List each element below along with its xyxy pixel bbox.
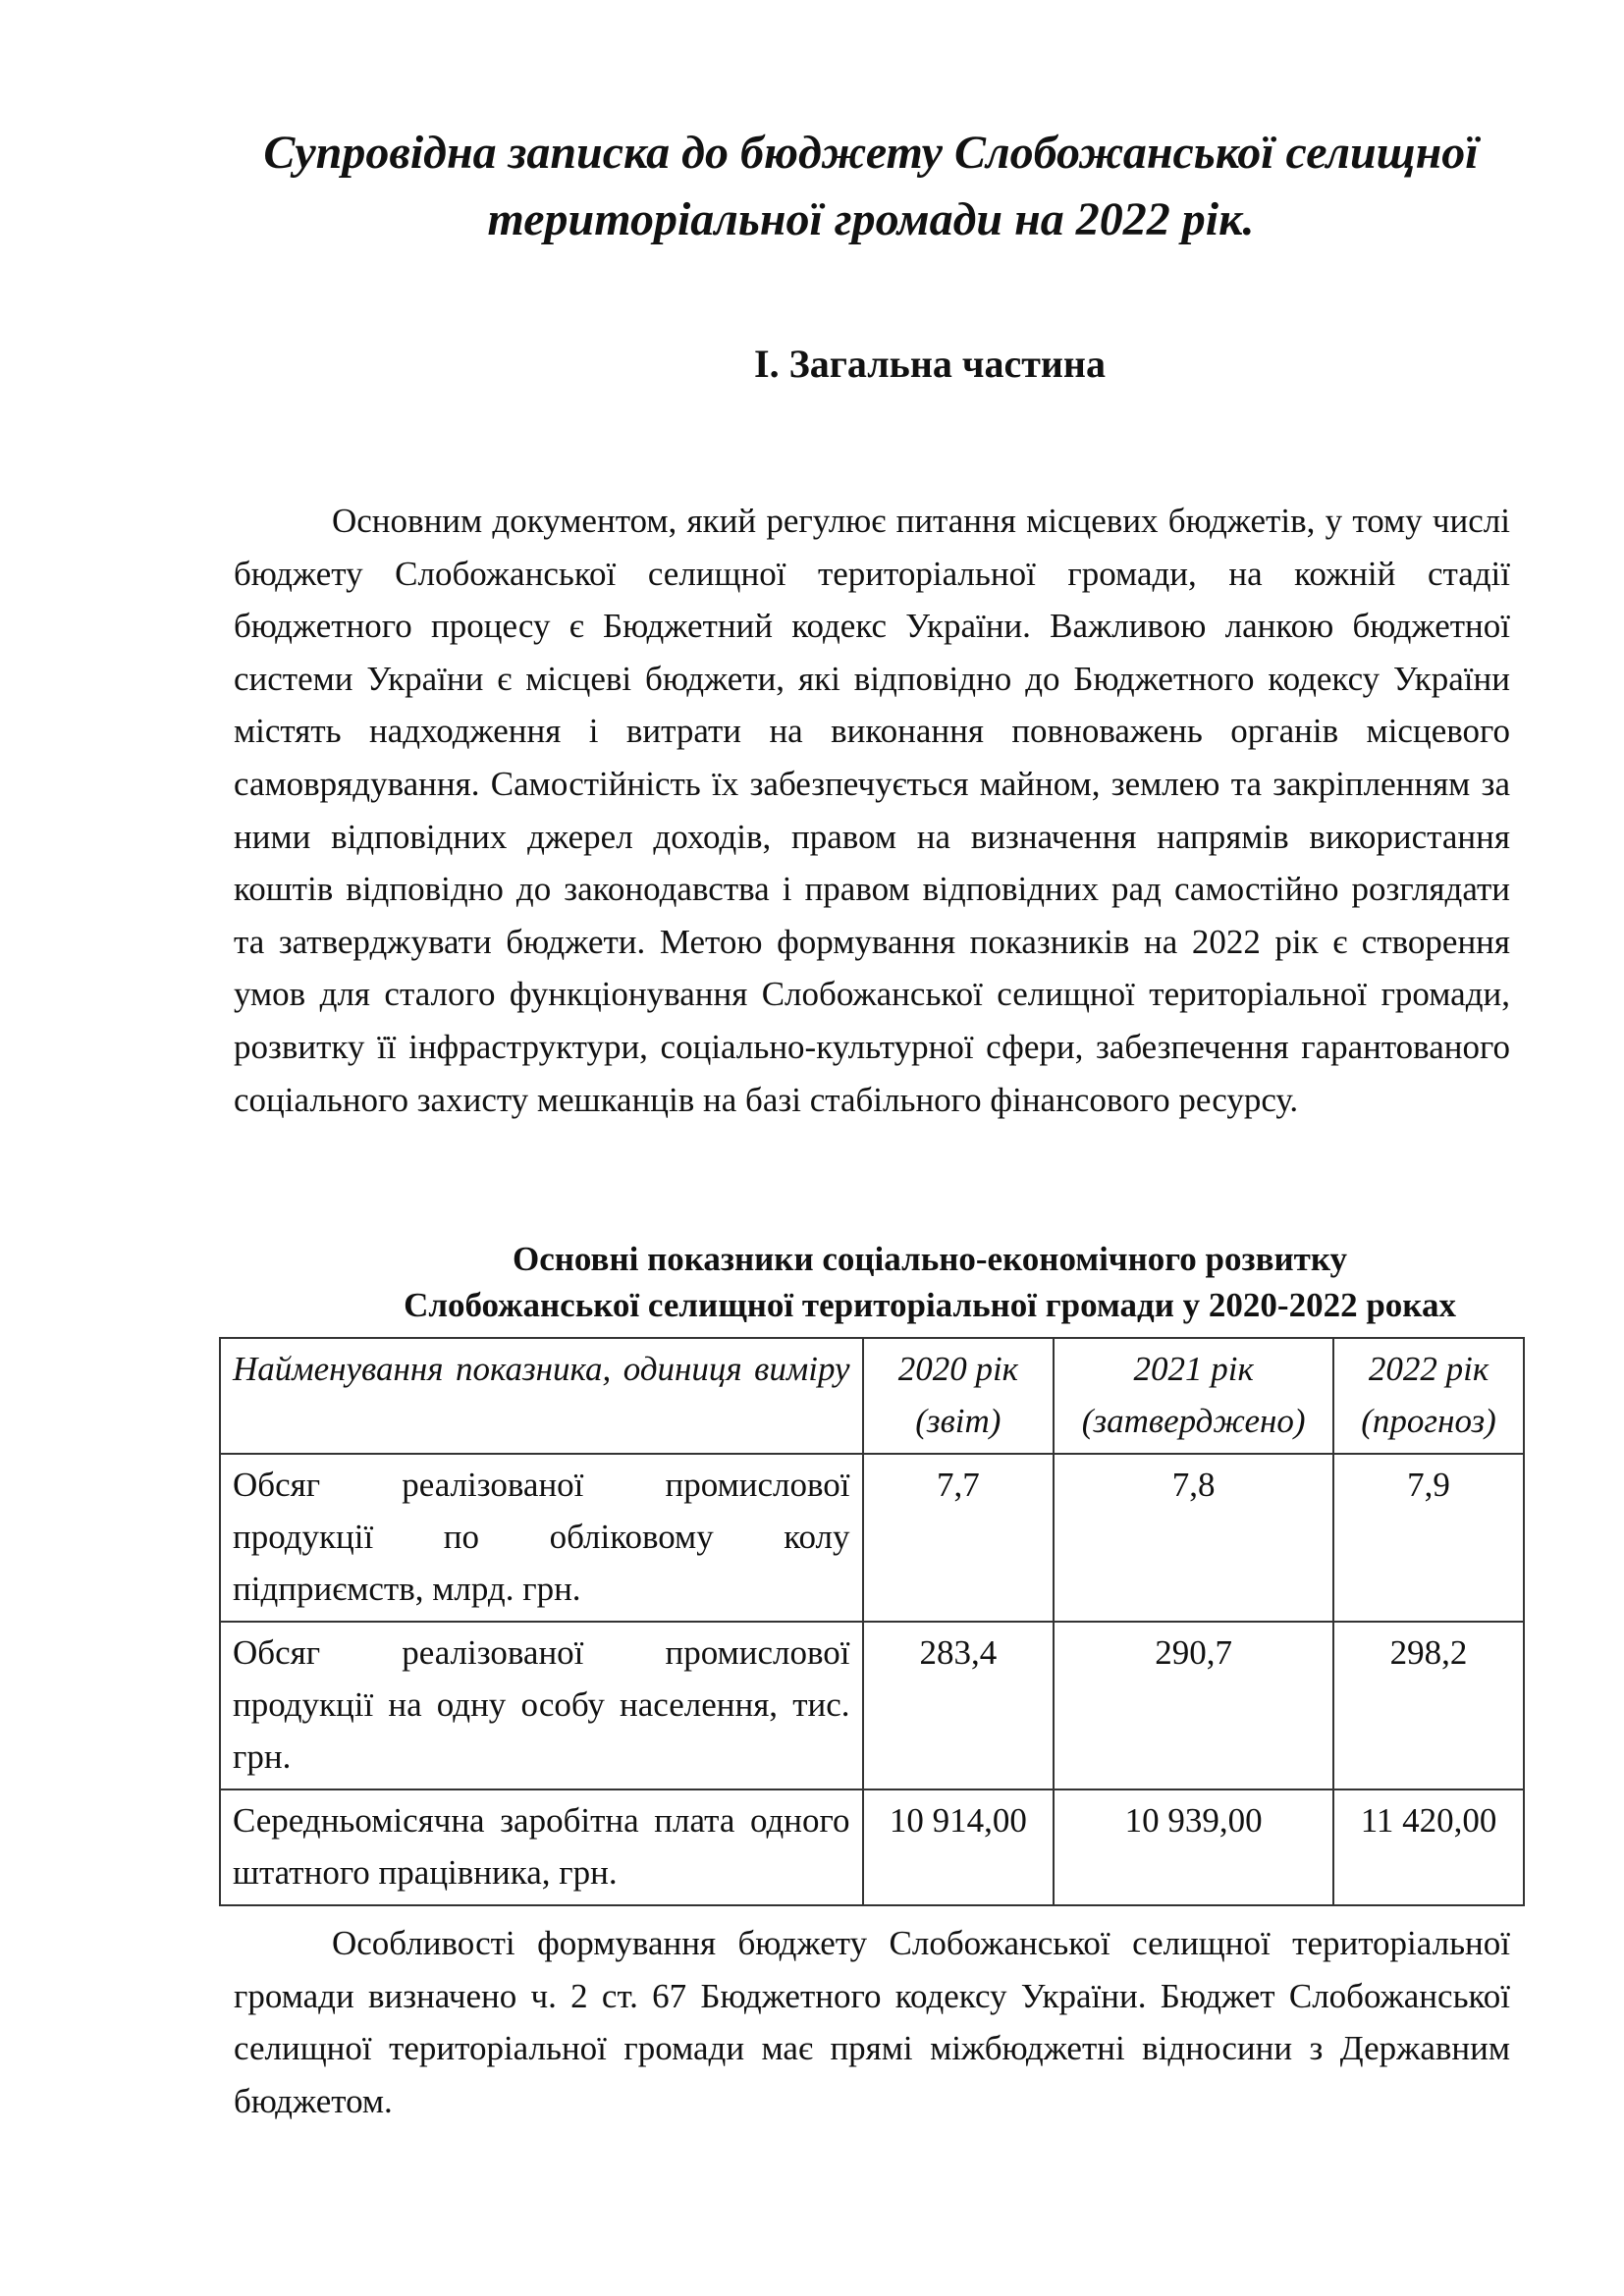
value-2020: 283,4 xyxy=(863,1622,1055,1789)
indicator-name: Обсяг реалізованої промислової продукції на одну особу населення, тис. грн. xyxy=(220,1622,863,1789)
value-2022: 298,2 xyxy=(1333,1622,1524,1789)
value-2021: 7,8 xyxy=(1054,1454,1333,1622)
header-indicator-name: Найменування показника, одиниця виміру xyxy=(220,1338,863,1454)
header-2021: 2021 рік (затверджено) xyxy=(1054,1338,1333,1454)
indicator-name: Середньомісячна заробітна плата одного штатного працівника, грн. xyxy=(220,1789,863,1905)
intro-paragraph: Основним документом, який регулює питання місцевих бюджетів, у тому числі бюджету Слобожанської селищної територіальної громади, на кожній стадії бюджетного процесу є Бюджетний кодекс України. Важливою ланкою бюджетної системи України є місцеві бюджети, які відповідно до Бюджетного кодексу України містять надходження і витрати на виконання повноважень органів місцевого самоврядування. Самостійність їх забезпечується майном, землею та закріпленням за ними відповідних джерел доходів, правом на визначення напрямів використання коштів відповідно до законодавства і правом відповідних рад самостійно розглядати та затверджувати бюджети. Метою формування показників на 2022 рік є створення умов для сталого функціонування Слобожанської селищної територіальної громади, розвитку її інфраструктури, соціально-культурної сфери, забезпечення гарантованого соціального захисту мешканців на базі стабільного фінансового ресурсу. xyxy=(234,502,1510,1119)
outro-paragraph: Особливості формування бюджету Слобожанської селищної територіальної громади визначено ч. 2 ст. 67 Бюджетного кодексу України. Бюджет Слобожанської селищної територіальної громади має прямі міжбюджетні відносини з Державним бюджетом. xyxy=(234,1924,1510,2120)
table-header-row xyxy=(220,1338,1524,1454)
table-row xyxy=(220,1454,1524,1622)
section-heading: І. Загальна частина xyxy=(754,342,1106,386)
value-2020: 10 914,00 xyxy=(863,1789,1055,1905)
document-title: Супровідна записка до бюджету Слобожанської селищної територіальної громади на 2022 рік. xyxy=(263,127,1479,245)
table-title-line-2: Слобожанської селищної територіальної громади у 2020-2022 роках xyxy=(404,1286,1456,1324)
value-2021: 290,7 xyxy=(1054,1622,1333,1789)
table-row xyxy=(220,1622,1524,1789)
value-2020: 7,7 xyxy=(863,1454,1055,1622)
header-2020: 2020 рік (звіт) xyxy=(863,1338,1055,1454)
value-2022: 11 420,00 xyxy=(1333,1789,1524,1905)
value-2022: 7,9 xyxy=(1333,1454,1524,1622)
table-title xyxy=(236,1236,1624,1328)
indicators-table xyxy=(219,1337,1525,1906)
table-row xyxy=(220,1789,1524,1905)
table-title-line-1: Основні показники соціально-економічного розвитку xyxy=(512,1240,1347,1278)
indicator-name: Обсяг реалізованої промислової продукції по обліковому колу підприємств, млрд. грн. xyxy=(220,1454,863,1622)
header-2022: 2022 рік (прогноз) xyxy=(1333,1338,1524,1454)
value-2021: 10 939,00 xyxy=(1054,1789,1333,1905)
